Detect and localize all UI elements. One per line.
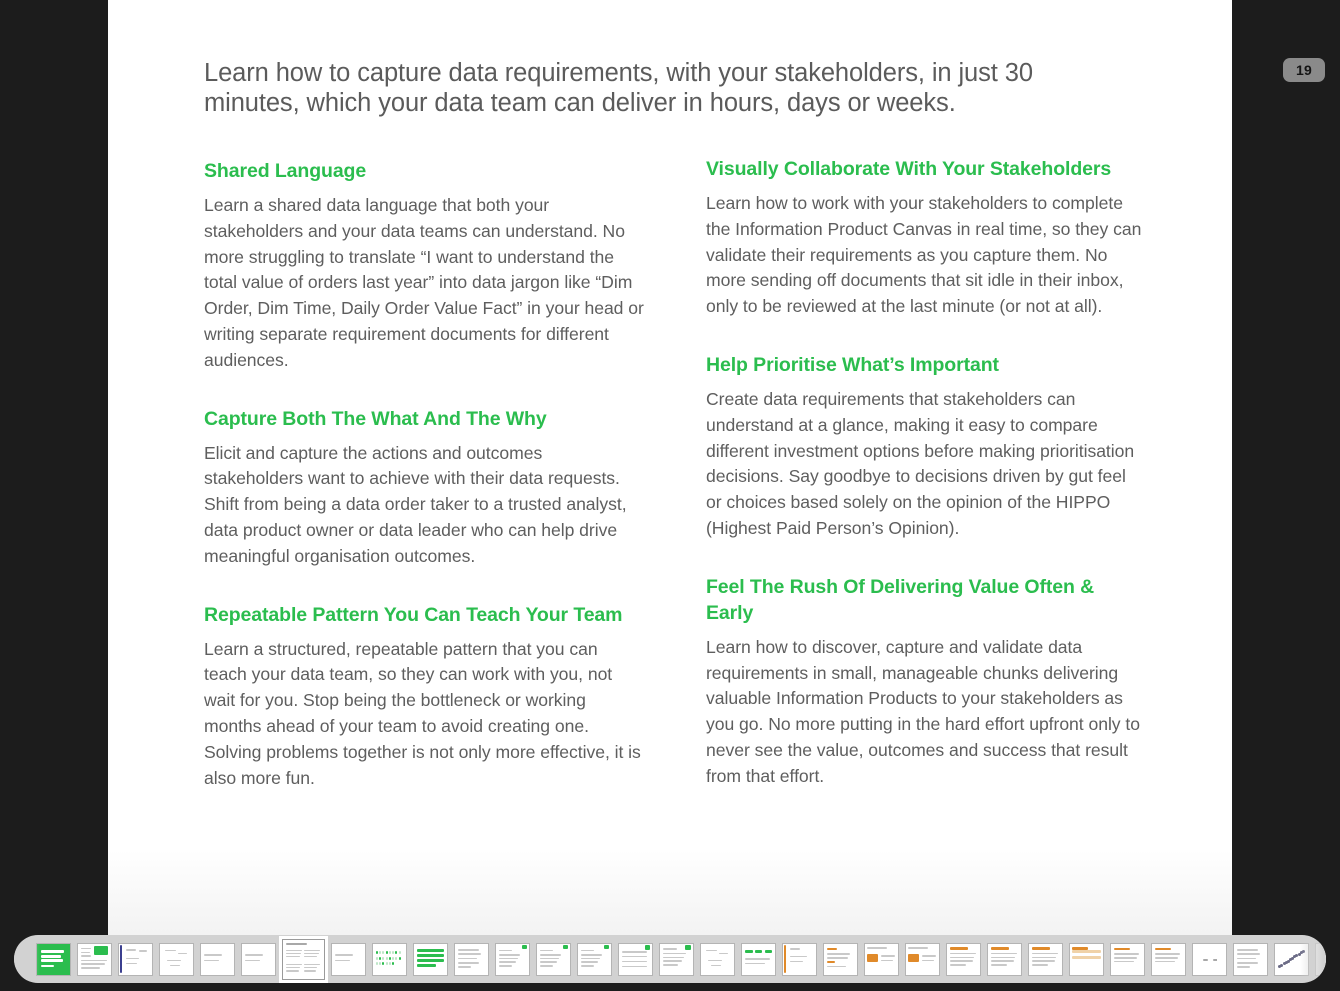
- filmstrip-thumbnail[interactable]: [1274, 943, 1309, 976]
- thumb-shape: [392, 962, 394, 965]
- filmstrip-thumbnail[interactable]: [577, 943, 612, 976]
- thumb-shape: [827, 948, 837, 950]
- filmstrip-thumbnail[interactable]: [1233, 943, 1268, 976]
- thumb-line: [165, 950, 177, 952]
- thumb-line: [745, 958, 769, 960]
- thumb-line: [719, 953, 728, 955]
- thumb-shape: [784, 945, 787, 974]
- thumb-line: [1237, 962, 1259, 964]
- thumb-line: [1072, 947, 1089, 949]
- thumb-shape: [755, 950, 762, 954]
- feature-title: Capture Both The What And The Why: [204, 407, 547, 430]
- thumb-line: [827, 966, 847, 968]
- thumb-line: [1032, 947, 1050, 949]
- thumb-line: [991, 953, 1017, 955]
- filmstrip-thumbnail[interactable]: [782, 943, 817, 976]
- thumb-line: [286, 964, 302, 966]
- thumb-shape: [645, 945, 650, 949]
- thumb-line: [991, 960, 1014, 962]
- thumb-line: [1155, 948, 1172, 950]
- thumb-line: [81, 955, 91, 957]
- thumb-shape: [395, 957, 397, 960]
- thumb-line: [126, 958, 139, 960]
- thumb-line: [711, 965, 721, 967]
- feature-title: Shared Language: [204, 160, 367, 182]
- thumb-shape: [417, 954, 445, 957]
- thumb-shape: [1217, 956, 1223, 962]
- feature-block: [204, 406, 644, 570]
- thumb-line: [458, 949, 479, 951]
- thumb-line: [581, 961, 599, 963]
- thumb-line: [581, 950, 594, 952]
- thumb-line: [81, 960, 107, 962]
- filmstrip-thumbnail[interactable]: [1069, 943, 1104, 976]
- thumb-line: [1032, 960, 1055, 962]
- thumb-line: [881, 955, 895, 957]
- thumb-line: [706, 950, 718, 952]
- thumb-line: [867, 947, 887, 949]
- thumb-shape: [765, 950, 772, 954]
- thumb-shape: [827, 961, 836, 963]
- feature-body: Learn a shared data language that both your stakeholders and your data teams can understand. No more struggling to translate “I want to understand the total value of orders last year” into data jargon like “Dim Order, Dim Time, Daily Order Value Fact” in your head or writing separate requirement documents for different audiences.: [204, 195, 644, 370]
- thumb-shape: [389, 951, 391, 954]
- thumb-shape: [685, 945, 691, 949]
- thumb-shape: [386, 951, 388, 954]
- filmstrip-thumbnail[interactable]: [1192, 943, 1227, 976]
- thumb-shape: [382, 962, 384, 965]
- thumb-shape: [376, 962, 378, 965]
- filmstrip-thumbnail[interactable]: [987, 943, 1022, 976]
- feature-title: Feel The Rush Of Delivering Value Often & Early: [706, 575, 1095, 624]
- thumb-shape: [522, 945, 527, 949]
- slide-page: [108, 0, 1232, 940]
- thumb-line: [950, 957, 974, 959]
- thumb-shape: [745, 950, 752, 954]
- thumb-line: [499, 958, 519, 960]
- thumb-line: [827, 957, 848, 959]
- thumb-line: [950, 960, 973, 962]
- feature-block: [706, 574, 1146, 790]
- page-number-badge: 19: [1283, 58, 1325, 82]
- filmstrip-thumbnail[interactable]: [36, 943, 71, 976]
- filmstrip-thumbnail[interactable]: [241, 943, 276, 976]
- thumb-shape: [120, 945, 122, 974]
- thumb-shape: [867, 954, 878, 962]
- thumb-line: [499, 961, 517, 963]
- feature-body: Learn how to discover, capture and validate data requirements in small, manageable chunks delivering valuable Information Products to your stakeholders as you go. No more putting in the hard effort upfront only to never see the value, outcomes and success that result from that effort.: [706, 636, 1140, 786]
- thumb-line: [286, 950, 302, 952]
- thumb-line: [790, 948, 800, 950]
- thumb-line: [167, 960, 182, 962]
- thumb-line: [991, 964, 1008, 966]
- feature-block: [706, 352, 1146, 542]
- thumb-line: [663, 957, 685, 959]
- feature-body: Create data requirements that stakeholders can understand at a glance, making it easy to compare different investment options before making prioritisation decisions. Say goodbye to decisions driven by gut feel or choices based solely on the opinion of the HIPPO (Highest Paid Person’s Opinion).: [706, 388, 1135, 538]
- thumb-line: [1237, 953, 1261, 955]
- thumb-line: [499, 954, 521, 956]
- thumb-shape: [386, 957, 388, 960]
- thumb-shape: [389, 957, 391, 960]
- thumb-shape: [386, 962, 388, 965]
- thumb-line: [458, 962, 480, 964]
- thumb-line: [458, 953, 482, 955]
- thumb-shape: [1197, 956, 1203, 962]
- thumb-line: [170, 965, 180, 967]
- thumb-shape: [382, 951, 384, 954]
- filmstrip-thumbnail[interactable]: [1028, 943, 1063, 976]
- thumb-line: [286, 943, 307, 945]
- thumb-line: [950, 947, 968, 949]
- right-column: [706, 158, 1146, 791]
- thumb-line: [790, 961, 803, 963]
- thumb-line: [1237, 966, 1250, 968]
- filmstrip-thumbnail[interactable]: [864, 943, 899, 976]
- slide-content: [204, 58, 1172, 791]
- thumb-line: [708, 960, 723, 962]
- thumb-line: [881, 960, 893, 962]
- feature-block: [204, 158, 644, 374]
- thumb-line: [1114, 948, 1131, 950]
- filmstrip-thumbnail[interactable]: [823, 943, 858, 976]
- thumb-line: [41, 955, 61, 958]
- filmstrip-thumbnail[interactable]: [331, 943, 366, 976]
- thumb-line: [335, 960, 350, 962]
- thumb-shape: [908, 954, 919, 962]
- thumb-shape: [1072, 956, 1101, 959]
- thumb-line: [540, 950, 553, 952]
- feature-body: Elicit and capture the actions and outcomes stakeholders want to achieve with their data requests. Shift from being a data order taker to a trusted analyst, data product owner or data leader who can help drive meaningful organisation outcomes.: [204, 442, 627, 566]
- thumb-line: [126, 963, 137, 965]
- thumb-line: [81, 952, 90, 954]
- filmstrip-thumbnail[interactable]: [118, 943, 153, 976]
- thumb-shape: [382, 957, 384, 960]
- thumb-line: [790, 956, 807, 958]
- thumb-line: [245, 960, 260, 962]
- thumb-shape: [417, 964, 437, 967]
- thumb-line: [335, 954, 353, 956]
- thumb-line: [663, 964, 679, 966]
- feature-block: [204, 602, 644, 792]
- thumb-line: [204, 954, 222, 956]
- feature-body: Learn how to work with your stakeholders to complete the Information Product Canvas in real time, so they can validate their requirements as you capture them. No more sending off documents that sit idle in their inbox, only to be reviewed at the last minute (or not at all).: [706, 193, 1142, 317]
- thumb-line: [304, 964, 320, 966]
- filmstrip-thumbnail-selected[interactable]: [282, 939, 325, 980]
- thumb-line: [622, 966, 648, 968]
- thumb-line: [286, 953, 301, 955]
- filmstrip-thumbnail[interactable]: [454, 943, 489, 976]
- thumb-line: [499, 965, 512, 967]
- thumb-shape: [392, 957, 394, 960]
- thumb-line: [304, 950, 320, 952]
- thumb-line: [81, 967, 101, 969]
- filmstrip-thumbnail[interactable]: [1315, 943, 1326, 976]
- thumb-shape: [379, 957, 381, 960]
- thumb-line: [663, 948, 678, 950]
- thumb-line: [304, 967, 317, 969]
- thumb-shape: [417, 949, 445, 952]
- thumb-line: [1237, 949, 1258, 951]
- thumb-line: [81, 963, 105, 965]
- filmstrip-thumbnail[interactable]: [1110, 943, 1145, 976]
- thumb-line: [1032, 964, 1049, 966]
- filmstrip-thumbnail[interactable]: [372, 943, 407, 976]
- feature-title: Visually Collaborate With Your Stakeholders: [706, 158, 1112, 180]
- feature-body: Learn a structured, repeatable pattern that you can teach your data team, so they can work with you, not wait for you. Stop being the bottleneck or working months ahead of your team to avoid creating one. Solving problems together is not only more effective, it is also more fun.: [204, 638, 641, 788]
- thumb-line: [41, 959, 63, 962]
- filmstrip-thumbnail[interactable]: [618, 943, 653, 976]
- filmstrip-thumbnail[interactable]: [413, 943, 448, 976]
- filmstrip-thumbnail[interactable]: [741, 943, 776, 976]
- thumb-line: [622, 961, 648, 963]
- thumb-line: [540, 958, 560, 960]
- thumb-line: [827, 953, 850, 955]
- thumb-shape: [1072, 950, 1101, 953]
- thumb-line: [286, 967, 300, 969]
- thumb-line: [922, 960, 934, 962]
- thumb-line: [41, 950, 64, 953]
- filmstrip-track[interactable]: [14, 935, 1326, 983]
- thumb-line: [245, 954, 263, 956]
- thumb-line: [991, 947, 1009, 949]
- thumb-shape: [379, 951, 381, 954]
- filmstrip-thumbnail[interactable]: [700, 943, 735, 976]
- thumb-line: [622, 956, 648, 958]
- thumb-shape: [563, 945, 568, 949]
- thumb-shape: [392, 951, 394, 954]
- thumb-line: [178, 953, 187, 955]
- filmstrip-thumbnail[interactable]: [77, 943, 112, 976]
- feature-block: [706, 156, 1146, 320]
- thumb-line: [286, 970, 298, 972]
- thumb-line: [499, 950, 512, 952]
- thumb-shape: [376, 957, 378, 960]
- thumb-line: [1032, 953, 1058, 955]
- feature-columns: [204, 158, 1172, 791]
- filmstrip-thumbnail[interactable]: [536, 943, 571, 976]
- thumb-line: [540, 965, 553, 967]
- thumb-line: [286, 956, 300, 958]
- filmstrip-thumbnail[interactable]: [1151, 943, 1186, 976]
- page-bottom-fade: [108, 820, 1232, 940]
- thumb-shape: [399, 957, 401, 960]
- thumb-line: [991, 957, 1015, 959]
- filmstrip-thumbnail[interactable]: [946, 943, 981, 976]
- thumb-shape: [376, 951, 378, 954]
- thumb-line: [458, 958, 477, 960]
- thumb-line: [1237, 958, 1256, 960]
- thumb-line: [1203, 959, 1208, 961]
- thumb-line: [458, 966, 471, 968]
- thumb-shape: [604, 945, 609, 949]
- thumb-line: [41, 965, 54, 967]
- thumb-line: [922, 955, 936, 957]
- thumb-line: [540, 954, 562, 956]
- filmstrip-thumbnail[interactable]: [159, 943, 194, 976]
- thumb-line: [1032, 957, 1056, 959]
- thumb-line: [540, 961, 558, 963]
- thumb-line: [950, 964, 967, 966]
- left-column: [204, 158, 644, 791]
- thumb-line: [204, 960, 219, 962]
- thumb-line: [663, 960, 683, 962]
- thumb-line: [304, 953, 319, 955]
- thumb-line: [1114, 953, 1139, 955]
- thumb-line: [304, 956, 316, 958]
- thumb-shape: [417, 959, 445, 962]
- thumb-line: [139, 950, 148, 952]
- thumb-dot: [1302, 950, 1305, 953]
- thumb-line: [1114, 961, 1134, 963]
- filmstrip-thumbnail[interactable]: [495, 943, 530, 976]
- slide-headline: Learn how to capture data requirements, with your stakeholders, in just 30 minutes, which your data team can deliver in hours, days or weeks.: [204, 59, 1033, 117]
- thumb-line: [126, 949, 136, 951]
- filmstrip-thumbnail[interactable]: [905, 943, 940, 976]
- thumb-line: [304, 970, 315, 972]
- filmstrip-thumbnail[interactable]: [200, 943, 235, 976]
- thumb-shape: [389, 962, 391, 965]
- thumb-line: [581, 965, 594, 967]
- thumb-shape: [379, 962, 381, 965]
- thumb-line: [81, 948, 92, 950]
- thumb-line: [908, 947, 928, 949]
- thumb-shape: [395, 951, 397, 954]
- filmstrip-thumbnail[interactable]: [659, 943, 694, 976]
- feature-title: Repeatable Pattern You Can Teach Your Team: [204, 603, 623, 626]
- thumb-line: [745, 963, 765, 965]
- thumb-shape: [94, 946, 109, 955]
- thumb-line: [1155, 953, 1180, 955]
- thumb-line: [663, 953, 686, 955]
- feature-title: Help Prioritise What’s Important: [706, 353, 999, 376]
- thumb-line: [581, 958, 601, 960]
- thumb-line: [1155, 961, 1175, 963]
- thumb-line: [581, 954, 603, 956]
- thumb-line: [622, 951, 648, 953]
- thumb-line: [1155, 957, 1178, 959]
- thumb-line: [1114, 957, 1137, 959]
- thumb-shape: [1320, 956, 1326, 962]
- thumb-line: [950, 953, 976, 955]
- page-thumbnail-filmstrip[interactable]: [14, 935, 1326, 983]
- thumb-shape: [399, 951, 401, 954]
